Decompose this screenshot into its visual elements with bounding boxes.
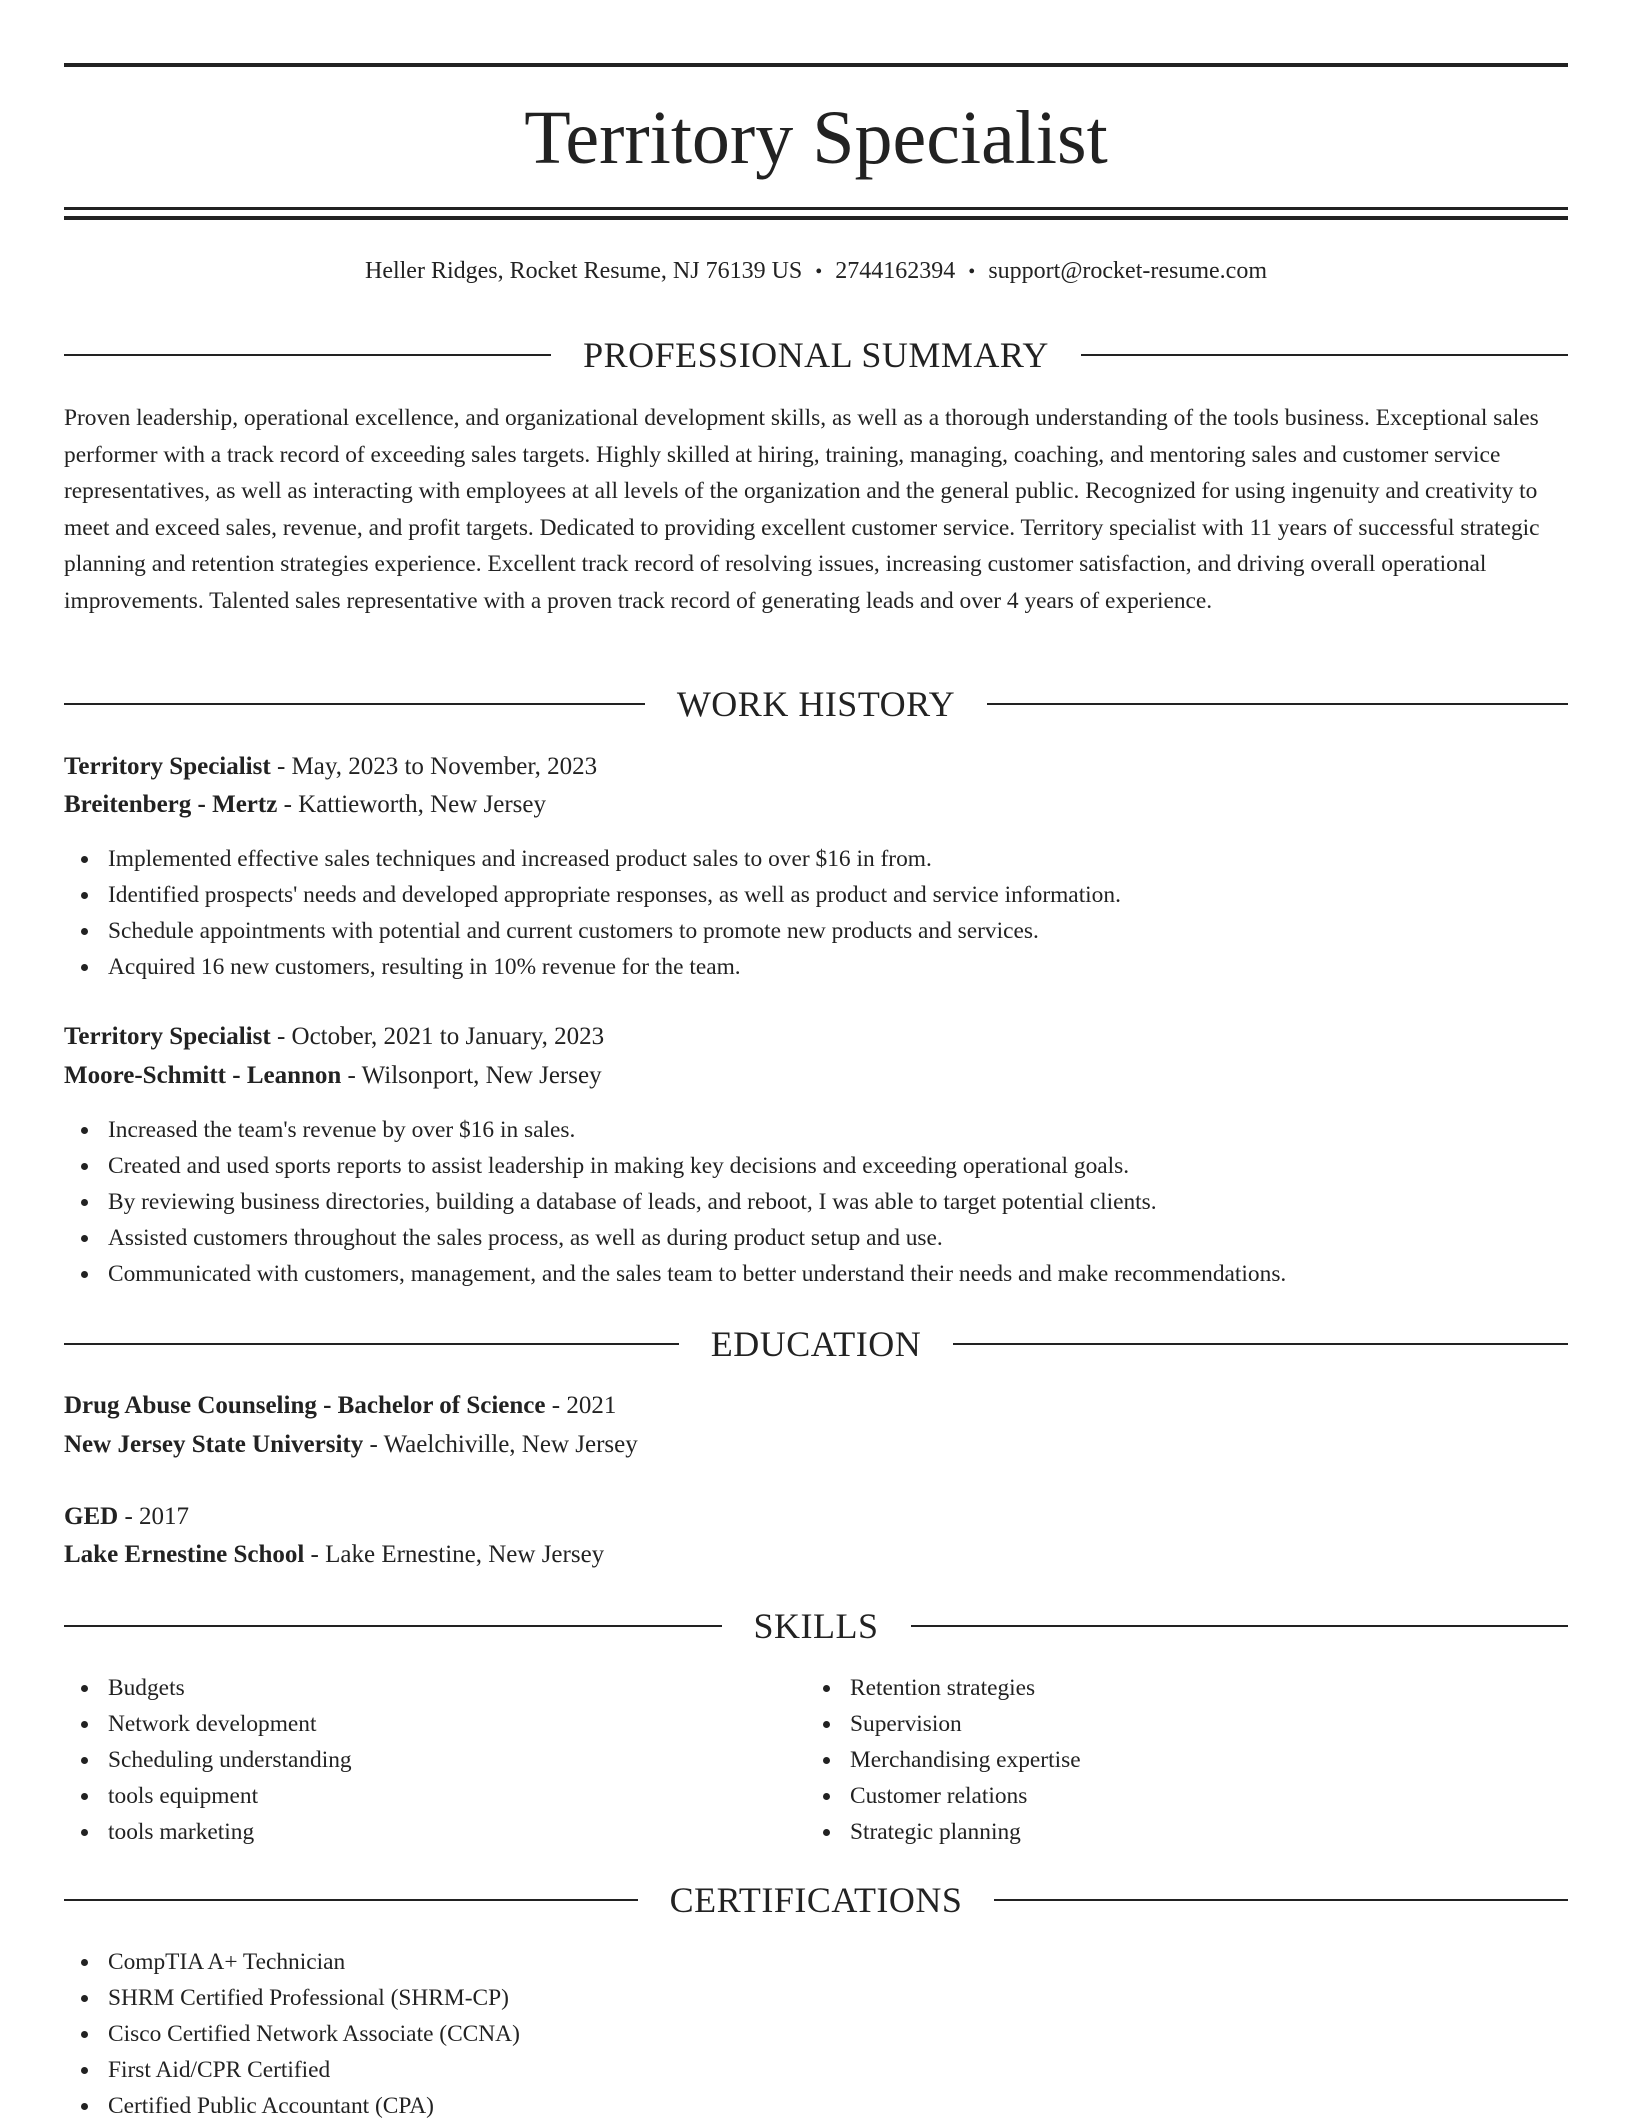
job-title: Territory Specialist bbox=[64, 1023, 271, 1050]
education-degree: GED bbox=[64, 1503, 119, 1530]
job-title: Territory Specialist bbox=[64, 753, 271, 780]
skill-item: Supervision bbox=[806, 1706, 1546, 1742]
section-heading-work bbox=[64, 684, 1568, 724]
certification-item: First Aid/CPR Certified bbox=[64, 2052, 1568, 2088]
skill-item: tools marketing bbox=[64, 1814, 804, 1850]
job-dates: - May, 2023 to November, 2023 bbox=[270, 753, 598, 780]
heading-rule bbox=[64, 354, 551, 356]
skill-item: Network development bbox=[64, 1706, 804, 1742]
section-heading-education bbox=[64, 1324, 1568, 1364]
list-item: Acquired 16 new customers, resulting in 10% revenue for the team. bbox=[64, 949, 1568, 985]
title-rule-lower bbox=[64, 216, 1568, 220]
job-location: - Wilsonport, New Jersey bbox=[341, 1062, 602, 1089]
certification-item: Cisco Certified Network Associate (CCNA) bbox=[64, 2016, 1568, 2052]
education-school: Lake Ernestine School bbox=[64, 1541, 305, 1568]
list-item: Schedule appointments with potential and current customers to promote new products and services. bbox=[64, 913, 1568, 949]
heading-rule bbox=[953, 1343, 1568, 1345]
list-item: Created and used sports reports to assist leadership in making key decisions and exceeding operational goals. bbox=[64, 1148, 1568, 1184]
skill-item: Strategic planning bbox=[806, 1814, 1546, 1850]
certification-item: SHRM Certified Professional (SHRM-CP) bbox=[64, 1980, 1568, 2016]
section-heading-certifications bbox=[64, 1880, 1568, 1920]
education-school-line bbox=[64, 1537, 1568, 1573]
job-bullets bbox=[64, 841, 1568, 985]
education-school: New Jersey State University bbox=[64, 1431, 364, 1458]
education-degree-line bbox=[64, 1388, 1568, 1424]
list-item: Communicated with customers, management, and the sales team to better understand their needs and make recommendations. bbox=[64, 1256, 1568, 1292]
list-item: Assisted customers throughout the sales process, as well as during product setup and use. bbox=[64, 1220, 1568, 1256]
skill-item: tools equipment bbox=[64, 1778, 804, 1814]
education-degree: Drug Abuse Counseling - Bachelor of Science bbox=[64, 1392, 546, 1419]
section-title: WORK HISTORY bbox=[676, 684, 956, 724]
heading-rule bbox=[64, 703, 645, 705]
job-title-line bbox=[64, 1019, 1568, 1055]
section-title: PROFESSIONAL SUMMARY bbox=[583, 335, 1049, 375]
list-item: Identified prospects' needs and developed appropriate responses, as well as product and service information. bbox=[64, 877, 1568, 913]
heading-rule bbox=[64, 1343, 679, 1345]
heading-rule bbox=[987, 703, 1568, 705]
contact-separator: • bbox=[968, 261, 976, 283]
certifications-list bbox=[64, 1944, 1568, 2124]
skill-item: Scheduling understanding bbox=[64, 1742, 804, 1778]
top-rule bbox=[64, 63, 1568, 67]
job-company: Moore-Schmitt - Leannon bbox=[64, 1062, 342, 1089]
contact-separator: • bbox=[815, 261, 823, 283]
heading-rule bbox=[1081, 354, 1568, 356]
job-location: - Kattieworth, New Jersey bbox=[277, 791, 546, 818]
education-year: - 2021 bbox=[545, 1392, 617, 1419]
heading-rule bbox=[994, 1899, 1568, 1901]
skill-item: Merchandising expertise bbox=[806, 1742, 1546, 1778]
summary-text: Proven leadership, operational excellence, and organizational development skills, as well as a thorough understanding of the tools business. Exceptional sales performer with a track record of exceeding sales targets. Highly skilled at hiring, training, managing, coaching, and mentoring sales and customer service representatives, as well as interacting with employees at all levels of the organization and the general public. Recognized for using ingenuity and creativity to meet and exceed sales, revenue, and profit targets. Dedicated to providing excellent customer service. Territory specialist with 11 years of successful strategic planning and retention strategies experience. Excellent track record of resolving issues, increasing customer satisfaction, and driving overall operational improvements. Talented sales representative with a proven track record of generating leads and over 4 years of experience. bbox=[64, 405, 1540, 614]
contact-line bbox=[64, 254, 1568, 289]
contact-phone: 2744162394 bbox=[835, 258, 956, 284]
section-title: CERTIFICATIONS bbox=[669, 1880, 963, 1920]
job-dates: - October, 2021 to January, 2023 bbox=[270, 1023, 605, 1050]
list-item: By reviewing business directories, building a database of leads, and reboot, I was able to target potential clients. bbox=[64, 1184, 1568, 1220]
education-location: - Lake Ernestine, New Jersey bbox=[304, 1541, 605, 1568]
skills-list-right bbox=[806, 1670, 1546, 1850]
resume-title: Territory Specialist bbox=[524, 96, 1108, 180]
heading-rule bbox=[64, 1899, 638, 1901]
skill-item: Retention strategies bbox=[806, 1670, 1546, 1706]
education-degree-line bbox=[64, 1499, 1568, 1535]
list-item: Implemented effective sales techniques and increased product sales to over $16 in from. bbox=[64, 841, 1568, 877]
job-company-line bbox=[64, 787, 1568, 823]
section-heading-skills bbox=[64, 1606, 1568, 1646]
job-company: Breitenberg - Mertz bbox=[64, 791, 278, 818]
job-bullets bbox=[64, 1112, 1568, 1292]
list-item: Increased the team's revenue by over $16 in sales. bbox=[64, 1112, 1568, 1148]
skills-list-left bbox=[64, 1670, 804, 1850]
education-year: - 2017 bbox=[118, 1503, 190, 1530]
contact-email: support@rocket-resume.com bbox=[988, 258, 1267, 284]
skill-item: Customer relations bbox=[806, 1778, 1546, 1814]
heading-rule bbox=[911, 1625, 1569, 1627]
heading-rule bbox=[64, 1625, 722, 1627]
section-title: SKILLS bbox=[753, 1606, 879, 1646]
education-location: - Waelchiville, New Jersey bbox=[363, 1431, 638, 1458]
skill-item: Budgets bbox=[64, 1670, 804, 1706]
job-company-line bbox=[64, 1058, 1568, 1094]
job-title-line bbox=[64, 749, 1568, 785]
certification-item: Certified Public Accountant (CPA) bbox=[64, 2088, 1568, 2124]
title-rule-upper bbox=[64, 207, 1568, 210]
section-title: EDUCATION bbox=[710, 1324, 922, 1364]
certification-item: CompTIA A+ Technician bbox=[64, 1944, 1568, 1980]
education-school-line bbox=[64, 1427, 1568, 1463]
section-heading-summary bbox=[64, 335, 1568, 375]
contact-address: Heller Ridges, Rocket Resume, NJ 76139 US bbox=[364, 258, 803, 284]
